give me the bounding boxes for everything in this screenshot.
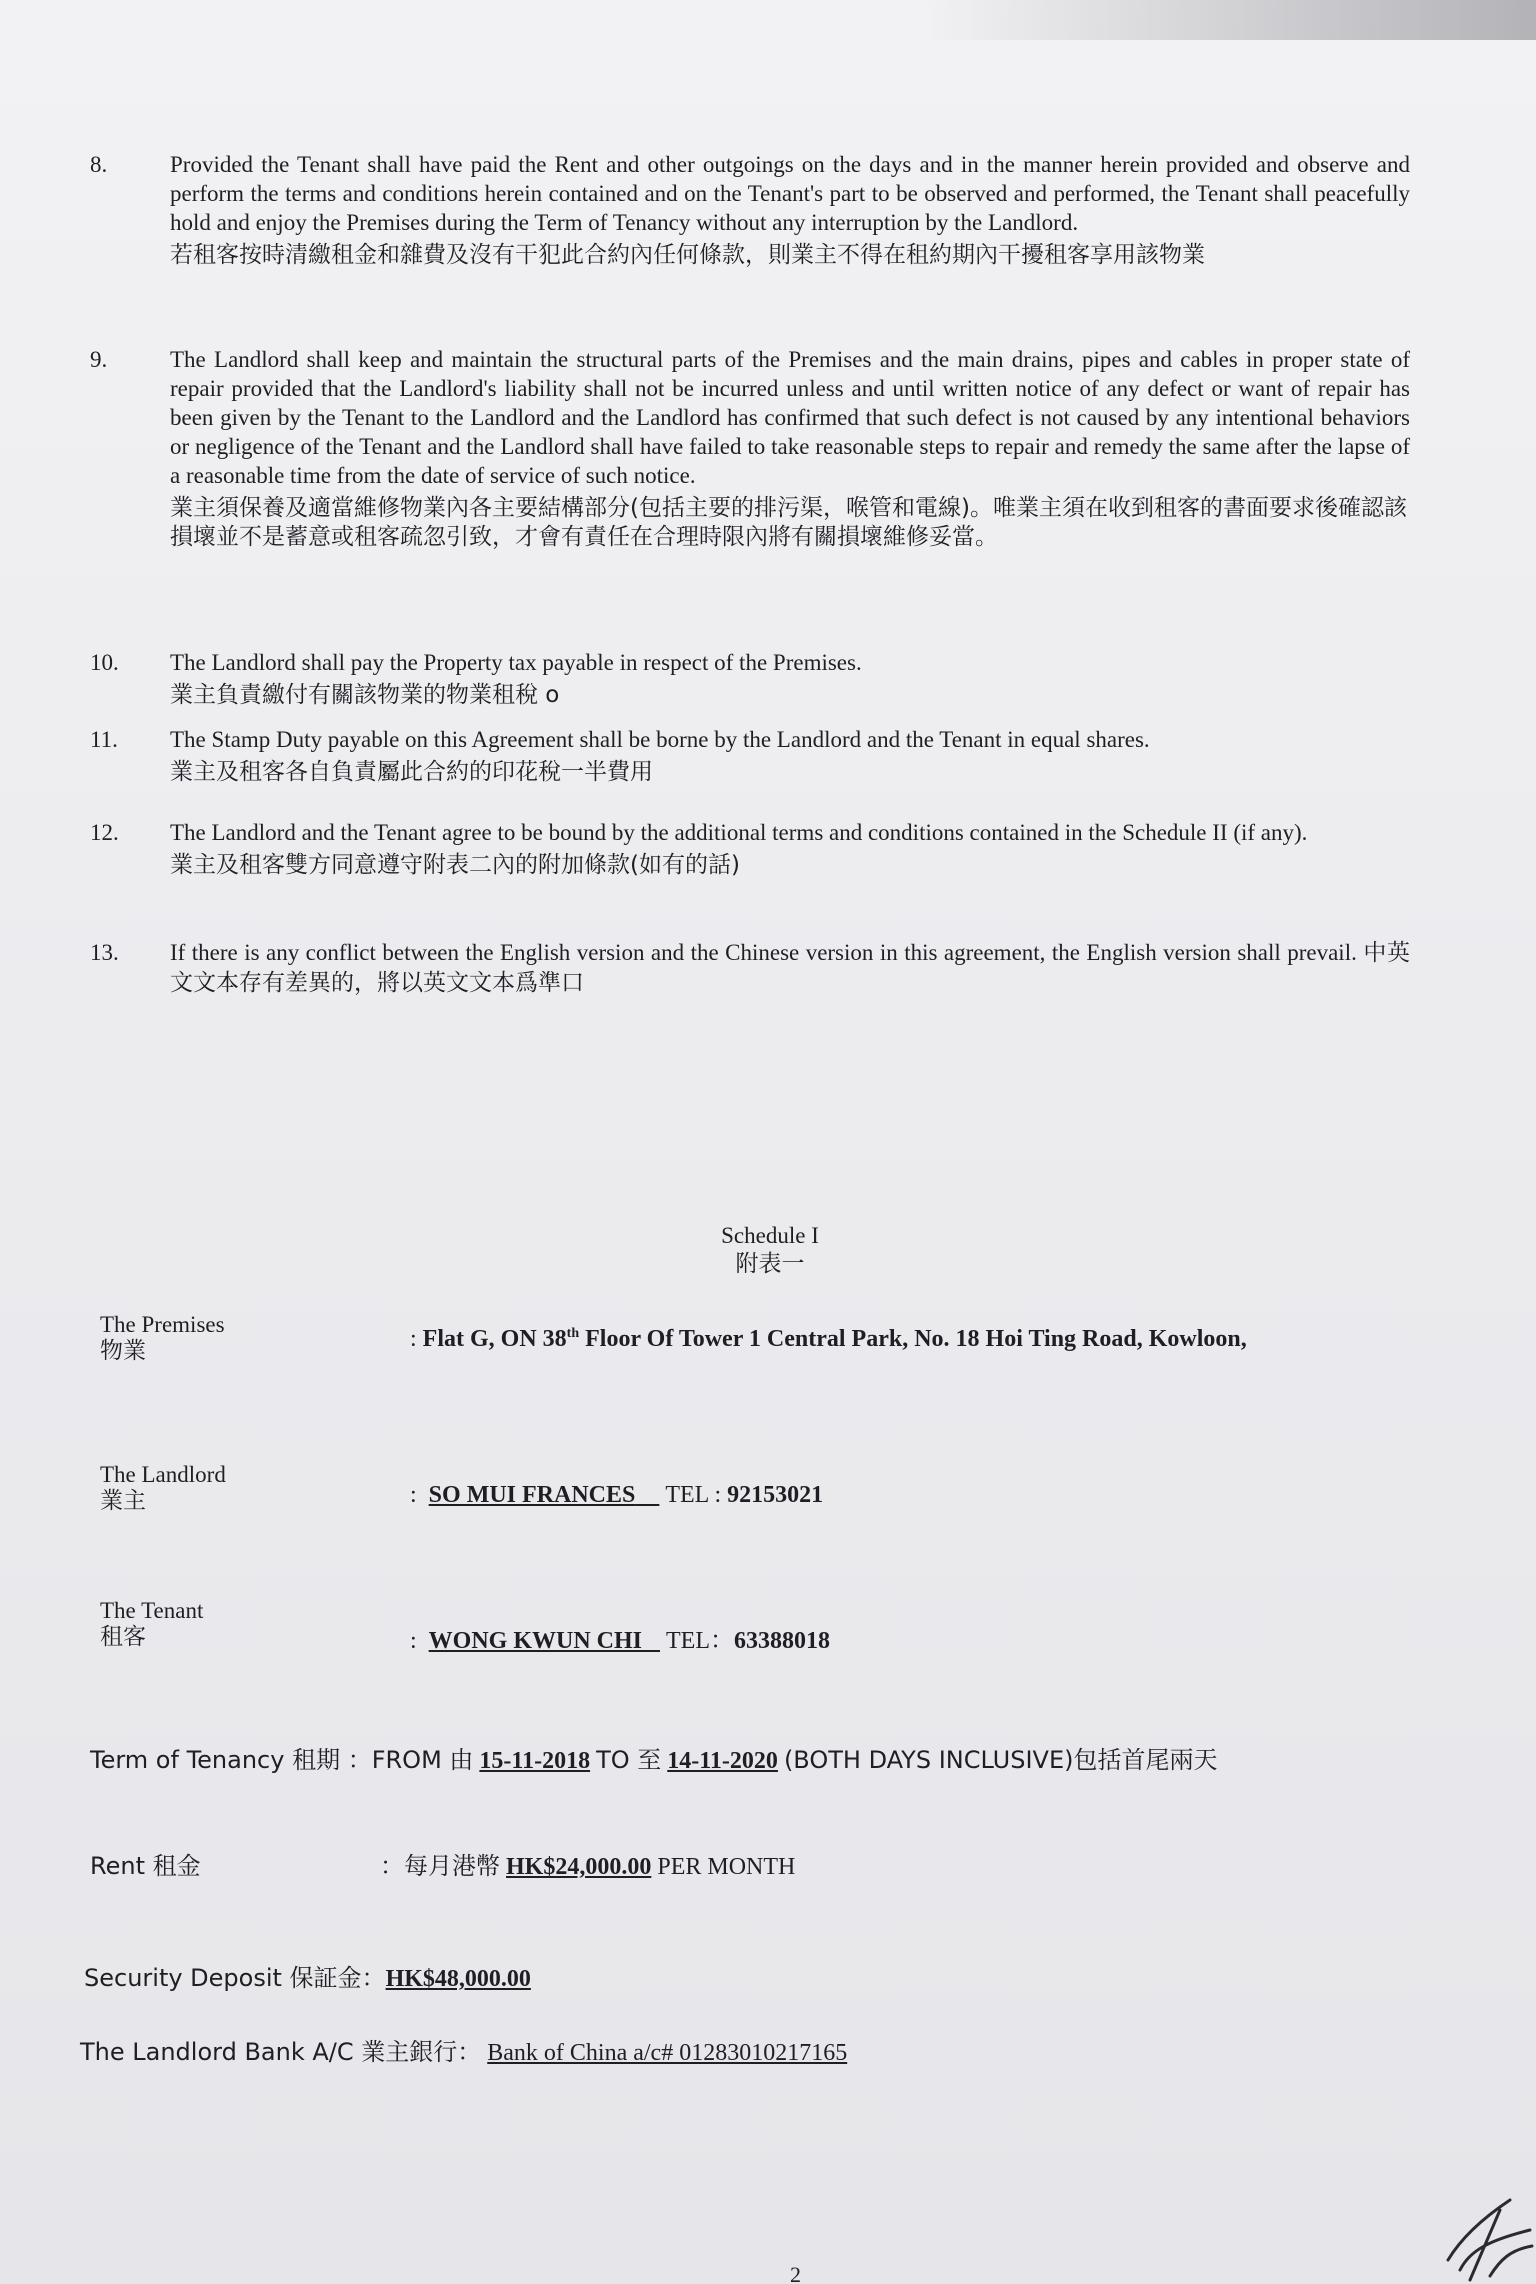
tenant-value: [410, 1620, 1430, 1655]
colon: :: [410, 1326, 417, 1352]
term-of-tenancy: [90, 1740, 1450, 1775]
rent-amount: HK$24,000.00: [506, 1854, 652, 1880]
schedule-title-zh: 附表一: [735, 1251, 805, 1277]
bank-account: Bank of China a/c# 01283010217165: [487, 2040, 848, 2066]
premises-address-sup: th: [566, 1326, 580, 1341]
clause-8: [90, 150, 1410, 270]
tenant-label-zh: 租客: [100, 1624, 146, 1650]
tenant-label: [100, 1598, 400, 1650]
clause-number: 9.: [90, 347, 108, 372]
clause-text-en: The Landlord and the Tenant agree to be bound by the additional terms and conditions contained in the Schedule II (if any).: [170, 820, 1308, 845]
clause-9: [90, 345, 1410, 552]
schedule-title-en: Schedule I: [721, 1223, 819, 1248]
clause-text-zh: 業主須保養及適當維修物業內各主要結構部分(包括主要的排污渠，喉管和電線)。唯業主須在收到租客的書面要求後確認該損壞並不是蓄意或租客疏忽引致，才會有責任在合理時限內將有關損壞維修妥當。: [170, 495, 1407, 550]
landlord-tel: 92153021: [727, 1482, 824, 1508]
deposit-label: Security Deposit 保証金：: [84, 1964, 386, 1992]
term-to-date: 14-11-2020: [667, 1748, 778, 1774]
clause-text-zh: 業主負責繳付有關該物業的物業租稅 o: [170, 682, 560, 708]
clause-text-en-part: If there is any conflict between the English version and the Chinese version in this agreement, the English version shall prevail.: [170, 940, 1357, 965]
premises-address-part2: Floor Of Tower 1 Central Park, No. 18 Hoi Ting Road, Kowloon,: [579, 1326, 1247, 1352]
landlord-label: [100, 1462, 400, 1514]
term-to-label: TO 至: [596, 1746, 662, 1774]
clause-text-en: Provided the Tenant shall have paid the Rent and other outgoings on the days and in the manner herein provided and observe and perform the terms and conditions herein contained and on the Tenant's part to be observed and performed, the Tenant shall peacefully hold and enjoy the Premises during the Term of Tenancy without any interruption by the Landlord.: [170, 152, 1410, 235]
clause-number: 11.: [90, 727, 118, 752]
clause-text-en: The Stamp Duty payable on this Agreement shall be borne by the Landlord and the Tenant in equal shares.: [170, 727, 1150, 752]
term-from-date: 15-11-2018: [479, 1748, 591, 1774]
deposit-amount: HK$48,000.00: [385, 1966, 531, 1992]
clause-12: [90, 818, 1410, 880]
signature-mark: [1440, 2180, 1536, 2284]
term-suffix: (BOTH DAYS INCLUSIVE)包括首尾兩天: [783, 1746, 1218, 1774]
premises-address-part1: Flat G, ON 38: [422, 1326, 567, 1352]
bank-row: [80, 2032, 1440, 2067]
rent-row: [90, 1846, 1450, 1881]
premises-label-en: The Premises: [100, 1312, 225, 1337]
clause-number: 10.: [90, 650, 119, 675]
landlord-label-en: The Landlord: [100, 1462, 226, 1487]
clause-number: 8.: [90, 152, 108, 177]
rent-label: Rent 租金: [90, 1852, 201, 1880]
tenant-tel: 63388018: [734, 1628, 830, 1654]
deposit-row: [84, 1958, 1444, 1993]
clause-number: 13.: [90, 940, 119, 965]
tenant-tel-label: TEL：: [666, 1628, 734, 1654]
landlord-value: [410, 1482, 1430, 1509]
clause-text-en: The Landlord shall pay the Property tax payable in respect of the Premises.: [170, 650, 862, 675]
page-shadow: [0, 0, 1536, 40]
landlord-name: SO MUI FRANCES: [428, 1482, 636, 1508]
clause-text-en: [170, 938, 1410, 998]
rent-prefix: ：每月港幣: [380, 1852, 500, 1880]
colon: :: [410, 1482, 417, 1508]
clause-11: [90, 725, 1410, 787]
clause-text-zh: 業主及租客各自負責屬此合約的印花稅一半費用: [170, 759, 653, 785]
clause-text-zh: 業主及租客雙方同意遵守附表二內的附加條款(如有的話): [170, 852, 740, 878]
clause-13: [90, 938, 1410, 998]
premises-label-zh: 物業: [100, 1338, 146, 1364]
bank-label: The Landlord Bank A/C 業主銀行：: [80, 2038, 482, 2066]
clause-text-zh: 若租客按時清繳租金和雜費及沒有干犯此合約內任何條款，則業主不得在租約期內干擾租客享用該物業: [170, 242, 1205, 268]
clause-10: [90, 648, 1410, 710]
premises-label: [100, 1312, 400, 1364]
colon: :: [410, 1628, 417, 1654]
premises-value: [410, 1326, 1430, 1353]
rent-suffix: PER MONTH: [657, 1854, 796, 1880]
tenant-label-en: The Tenant: [100, 1598, 204, 1623]
schedule-title: [660, 1222, 880, 1278]
tenant-name: WONG KWUN CHI: [428, 1628, 643, 1654]
term-label: Term of Tenancy 租期 ：FROM 由: [90, 1746, 474, 1774]
clause-text-zh: 中英文文本存有差異的，將以英文文本爲準口: [170, 940, 1411, 996]
clause-text-en: The Landlord shall keep and maintain the structural parts of the Premises and the main drains, pipes and cables in proper state of repair provided that the Landlord's liability shall not be incurred unless and until written notice of any defect or want of repair has been given by the Tenant to the Landlord and the Landlord has confirmed that such defect is not caused by any intentional behaviors or negligence of the Tenant and the Landlord shall have failed to take reasonable steps to repair and remedy the same after the lapse of a reasonable time from the date of service of such notice.: [170, 347, 1410, 488]
clause-number: 12.: [90, 820, 119, 845]
page-number: 2: [790, 2262, 801, 2284]
landlord-tel-label: TEL :: [665, 1482, 722, 1508]
landlord-label-zh: 業主: [100, 1488, 146, 1514]
